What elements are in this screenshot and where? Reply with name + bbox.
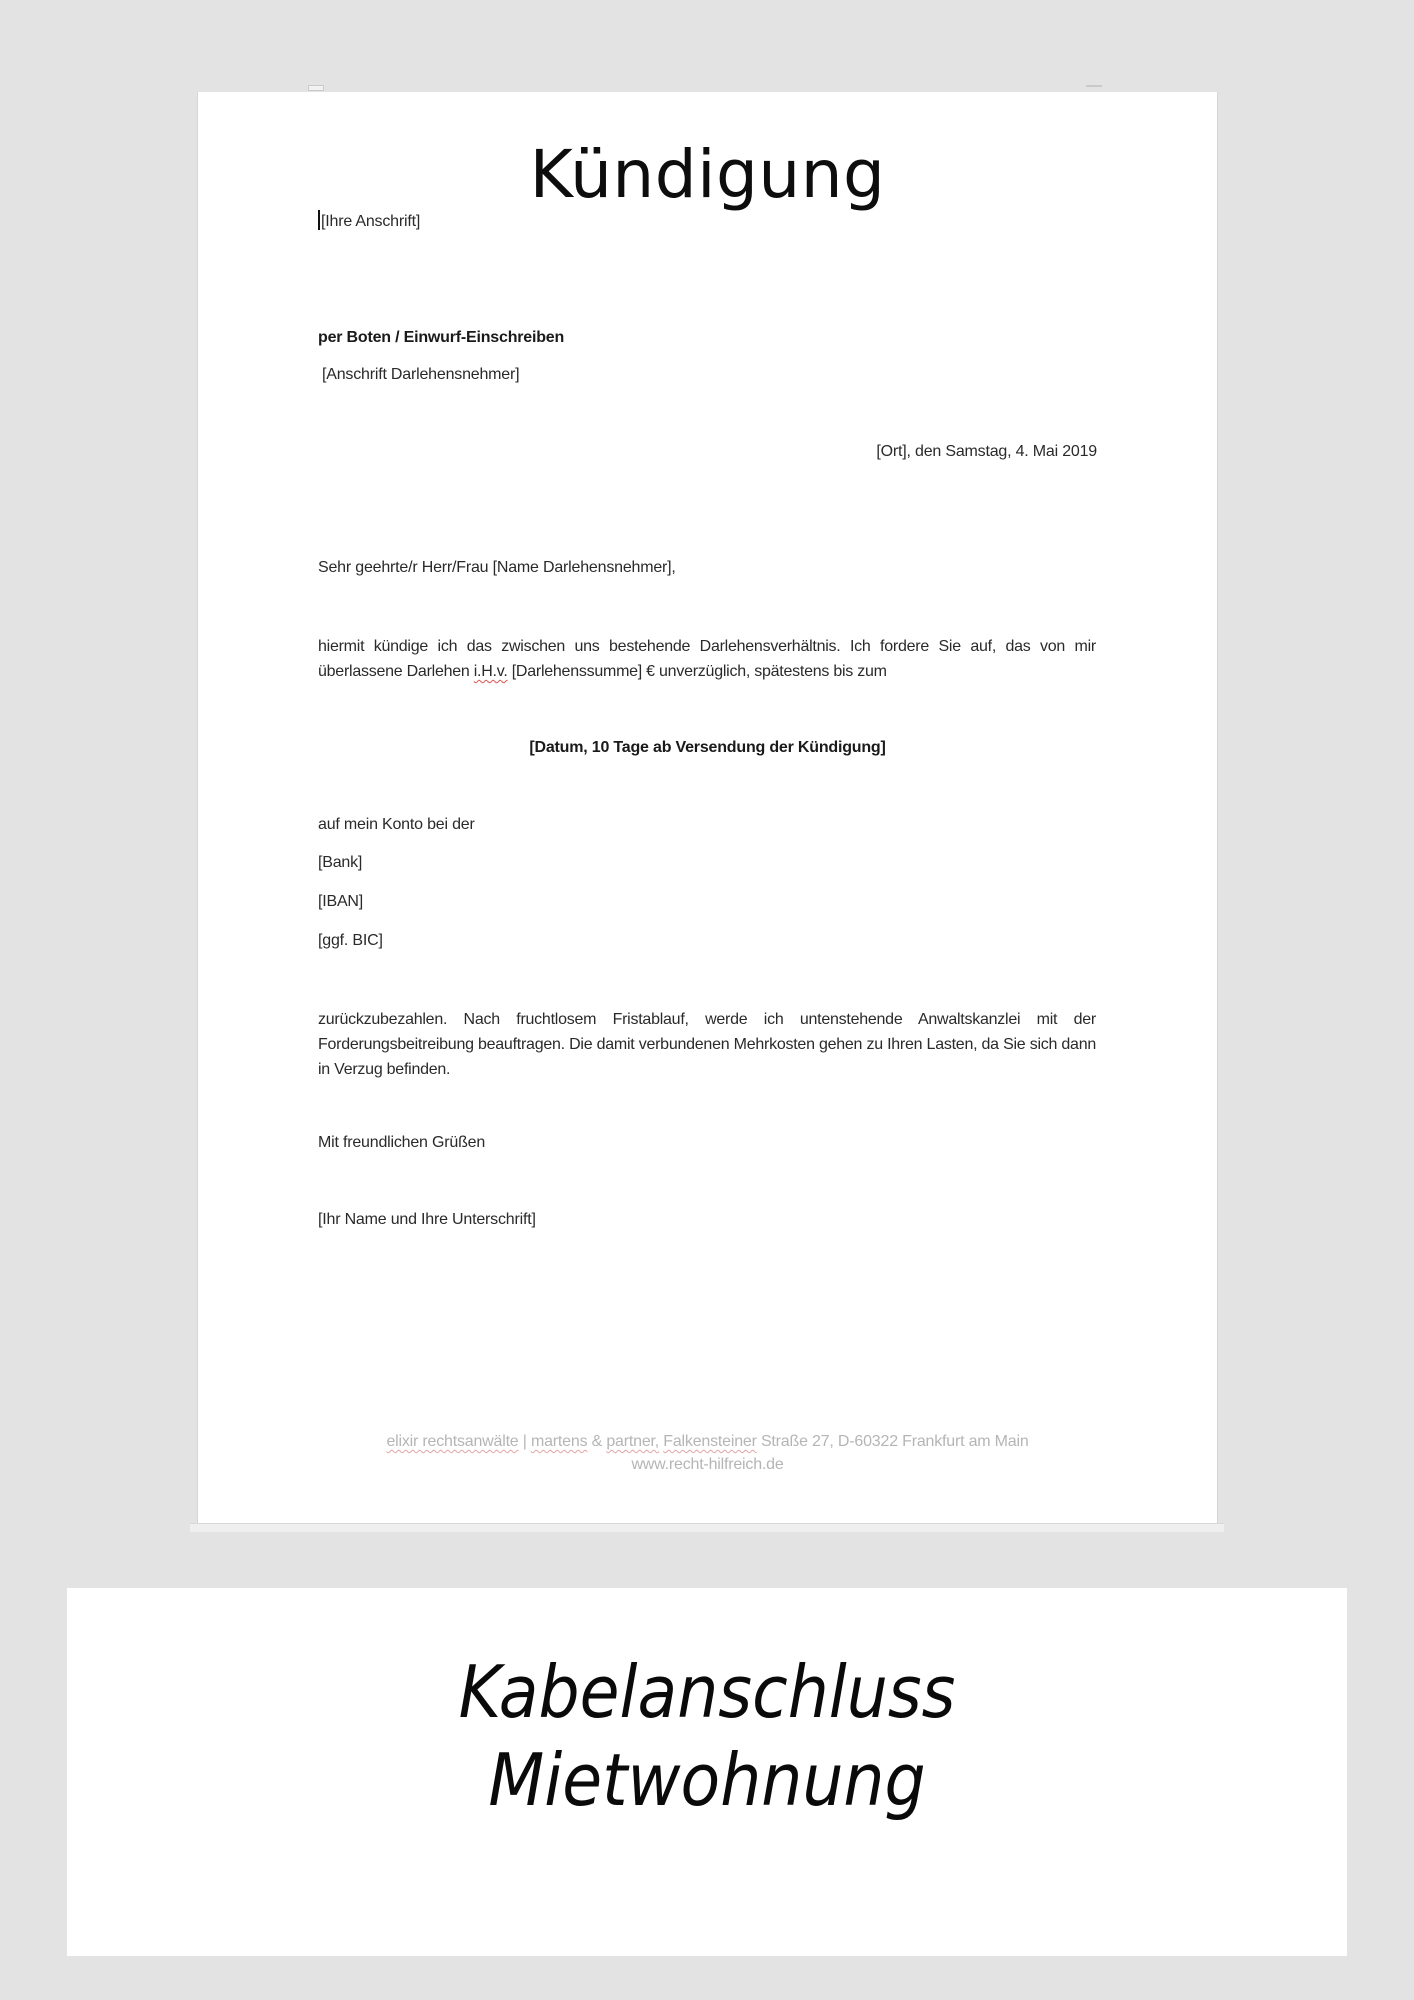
caption-title [131,1648,1283,1824]
caption-line-1: Kabelanschluss [458,1650,956,1734]
paragraph-demand-text-2: [Darlehenssumme] € unverzüglich, spätestens bis zum [507,663,887,680]
page-corner-marker-right [1086,85,1102,87]
footer-street-name: Falkensteiner [663,1433,757,1450]
text-cursor [318,210,320,230]
footer-ampersand: & [587,1433,607,1450]
account-intro: auf mein Konto bei der [318,816,475,833]
sender-address-text: [Ihre Anschrift] [321,213,421,230]
paragraph-demand-text-1: hiermit kündige ich das zwischen uns bestehende Darlehensverhältnis. Ich fordere Sie auf, das von mir überlassene Darlehen [318,638,1096,680]
salutation: Sehr geehrte/r Herr/Frau [Name Darlehensnehmer], [318,559,676,576]
iban-placeholder: [IBAN] [318,893,364,910]
caption-box [67,1588,1347,1956]
footer-firm-1: elixir rechtsanwälte [386,1433,519,1450]
closing: Mit freundlichen Grüßen [318,1134,486,1151]
caption-line-2: Mietwohnung [488,1738,926,1822]
document-title: Kündigung [529,136,886,213]
signature-placeholder: [Ihr Name und Ihre Unterschrift] [318,1211,536,1228]
paragraph-demand [318,634,1096,684]
footer-separator: | [518,1433,531,1450]
document-footer [198,1430,1217,1476]
sender-address[interactable] [318,210,420,231]
delivery-method: per Boten / Einwurf-Einschreiben [318,329,565,346]
paragraph-consequences: zurückzubezahlen. Nach fruchtlosem Fristablauf, werde ich untenstehende Anwaltskanzlei mit der Forderungsbeitreibung beauftragen. Die damit verbundenen Mehrkosten gehen zu Ihren Lasten, da Sie sich dann in Verzug befinden. [318,1011,1096,1078]
document-page [197,92,1218,1523]
page-bottom-edge [190,1523,1224,1532]
deadline-placeholder: [Datum, 10 Tage ab Versendung der Kündigung] [529,739,886,756]
page-corner-marker-left [308,85,324,91]
footer-address-line [198,1430,1217,1453]
spellcheck-flagged-word[interactable]: i.H.v. [473,663,508,680]
footer-firm-2a: martens [530,1433,588,1450]
recipient-address: [Anschrift Darlehensnehmer] [322,366,520,383]
footer-address-rest: Straße 27, D-60322 Frankfurt am Main [756,1433,1029,1450]
bic-placeholder: [ggf. BIC] [318,932,383,949]
place-date: [Ort], den Samstag, 4. Mai 2019 [876,443,1097,460]
footer-website: www.recht-hilfreich.de [631,1456,784,1473]
bank-placeholder: [Bank] [318,854,363,871]
footer-firm-2b: partner, [606,1433,660,1450]
